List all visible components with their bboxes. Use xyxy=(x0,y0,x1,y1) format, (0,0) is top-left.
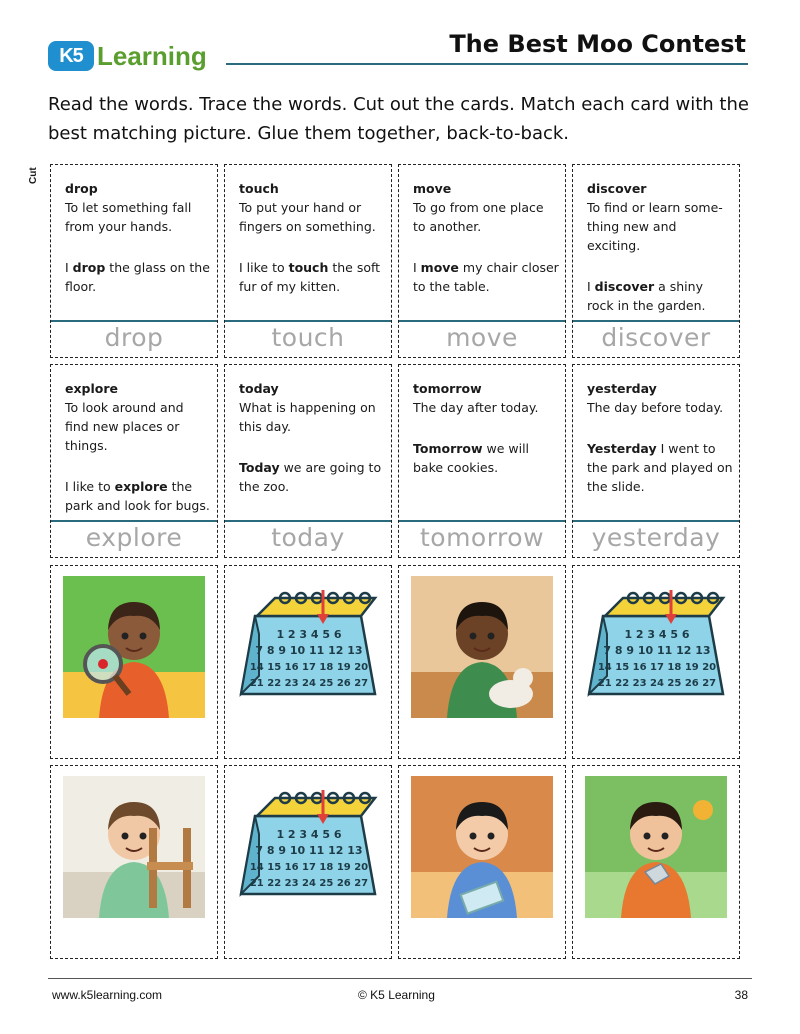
cut-label: Cut xyxy=(28,167,39,184)
example-word: Today xyxy=(239,460,280,475)
example-pre: I like to xyxy=(239,260,289,275)
card-text xyxy=(65,379,211,515)
child-magnifier-illustration xyxy=(63,576,205,718)
card-text xyxy=(239,379,385,496)
child-kitten-illustration xyxy=(411,576,553,718)
example-post: we are going to the zoo. xyxy=(239,460,382,494)
footer-website[interactable]: www.k5learning.com xyxy=(52,988,163,1002)
example-word: touch xyxy=(288,260,329,275)
word-card-discover xyxy=(572,164,740,358)
card-text xyxy=(587,179,733,315)
example-word: discover xyxy=(594,279,655,294)
example-post: the soft fur of my kitten. xyxy=(239,260,381,294)
example-word: drop xyxy=(72,260,106,275)
card-example xyxy=(413,258,559,296)
example-post: we will bake cookies. xyxy=(413,441,530,475)
page-number: 38 xyxy=(734,988,748,1002)
trace-word: move xyxy=(446,323,518,352)
card-definition: To go from one place to another. xyxy=(413,200,544,234)
example-word: move xyxy=(420,260,459,275)
word-card-drop xyxy=(50,164,218,358)
calendar-row-1: 1 2 3 4 5 6 xyxy=(624,628,690,641)
card-text xyxy=(239,179,385,296)
instructions: Read the words. Trace the words. Cut out the cards. Match each card with the best matching picture. Glue them together, back-to-back. xyxy=(48,94,749,144)
card-definition: The day after today. xyxy=(413,400,539,415)
k5-logo xyxy=(48,36,207,76)
card-word: discover xyxy=(587,181,647,196)
card-definition: What is happening on this day. xyxy=(239,400,376,434)
example-pre: I xyxy=(413,260,421,275)
card-word: yesterday xyxy=(587,381,657,396)
card-word: move xyxy=(413,181,452,196)
word-card-move xyxy=(398,164,566,358)
drop-picture xyxy=(398,765,566,959)
card-text xyxy=(65,179,211,296)
trace-word: yesterday xyxy=(591,523,721,552)
word-card-tomorrow xyxy=(398,364,566,558)
child-rock-illustration xyxy=(585,776,727,918)
footer-copyright: © K5 Learning xyxy=(358,988,435,1002)
trace-word: today xyxy=(271,523,345,552)
trace-rule xyxy=(225,320,391,322)
calendar-row-2: 7 8 9 10 11 12 13 xyxy=(255,644,363,657)
card-definition: To look around and find new places or things. xyxy=(65,400,184,453)
logo-badge: K5 xyxy=(48,41,94,71)
example-pre: I xyxy=(65,260,73,275)
trace-rule xyxy=(573,520,739,522)
card-example xyxy=(65,258,211,296)
example-post: I went to the park and played on the slide. xyxy=(587,441,733,494)
card-text xyxy=(413,179,559,296)
example-word: explore xyxy=(114,479,168,494)
trace-rule xyxy=(399,320,565,322)
calendar-icon xyxy=(585,576,727,718)
touch-picture xyxy=(398,565,566,759)
card-word: drop xyxy=(65,181,98,196)
card-word: touch xyxy=(239,181,279,196)
word-card-touch xyxy=(224,164,392,358)
card-example xyxy=(413,439,559,477)
logo-text: Learning xyxy=(97,40,207,71)
trace-rule xyxy=(51,320,217,322)
example-post: the glass on the floor. xyxy=(65,260,210,294)
card-example xyxy=(239,458,385,496)
explore-picture xyxy=(50,565,218,759)
trace-rule xyxy=(225,520,391,522)
trace-word: touch xyxy=(271,323,345,352)
calendar-row-3: 14 15 16 17 18 19 20 xyxy=(249,862,369,873)
example-pre: I xyxy=(587,279,595,294)
trace-word: explore xyxy=(85,523,183,552)
trace-word: tomorrow xyxy=(419,523,545,552)
card-definition: To find or learn some-thing new and exciting. xyxy=(587,200,723,253)
calendar-row-1: 1 2 3 4 5 6 xyxy=(276,828,342,841)
example-post: my chair closer to the table. xyxy=(413,260,559,294)
calendar-picture xyxy=(572,565,740,759)
calendar-row-4: 21 22 23 24 25 26 27 xyxy=(249,878,369,889)
header-rule xyxy=(226,63,748,65)
card-definition: To let something fall from your hands. xyxy=(65,200,192,234)
calendar-icon xyxy=(237,576,379,718)
page-title: The Best Moo Contest xyxy=(449,30,746,58)
card-text xyxy=(413,379,559,477)
word-card-today xyxy=(224,364,392,558)
card-text xyxy=(587,379,733,496)
calendar-picture xyxy=(224,565,392,759)
discover-picture xyxy=(572,765,740,959)
example-word: Yesterday xyxy=(587,441,657,456)
calendar-row-2: 7 8 9 10 11 12 13 xyxy=(603,644,711,657)
trace-rule xyxy=(573,320,739,322)
example-pre: I like to xyxy=(65,479,115,494)
example-word: Tomorrow xyxy=(413,441,483,456)
calendar-icon xyxy=(237,776,379,918)
trace-rule xyxy=(51,520,217,522)
card-example xyxy=(587,277,733,315)
trace-rule xyxy=(399,520,565,522)
calendar-row-3: 14 15 16 17 18 19 20 xyxy=(597,662,717,673)
child-chair-illustration xyxy=(63,776,205,918)
card-word: explore xyxy=(65,381,119,396)
word-card-explore xyxy=(50,364,218,558)
calendar-picture xyxy=(224,765,392,959)
card-definition: To put your hand or fingers on something. xyxy=(239,200,376,234)
calendar-row-3: 14 15 16 17 18 19 20 xyxy=(249,662,369,673)
example-post: a shiny rock in the garden. xyxy=(587,279,706,313)
card-example xyxy=(65,477,211,515)
trace-word: discover xyxy=(601,323,711,352)
girl-glass-illustration xyxy=(411,776,553,918)
calendar-row-4: 21 22 23 24 25 26 27 xyxy=(249,678,369,689)
card-definition: The day before today. xyxy=(587,400,724,415)
calendar-row-1: 1 2 3 4 5 6 xyxy=(276,628,342,641)
word-card-yesterday xyxy=(572,364,740,558)
footer-rule xyxy=(48,978,752,979)
card-example xyxy=(239,258,385,296)
move-picture xyxy=(50,765,218,959)
example-post: the park and look for bugs. xyxy=(65,479,210,513)
calendar-row-4: 21 22 23 24 25 26 27 xyxy=(597,678,717,689)
card-word: tomorrow xyxy=(413,381,482,396)
trace-word: drop xyxy=(104,323,164,352)
calendar-row-2: 7 8 9 10 11 12 13 xyxy=(255,844,363,857)
card-word: today xyxy=(239,381,279,396)
card-example xyxy=(587,439,733,496)
